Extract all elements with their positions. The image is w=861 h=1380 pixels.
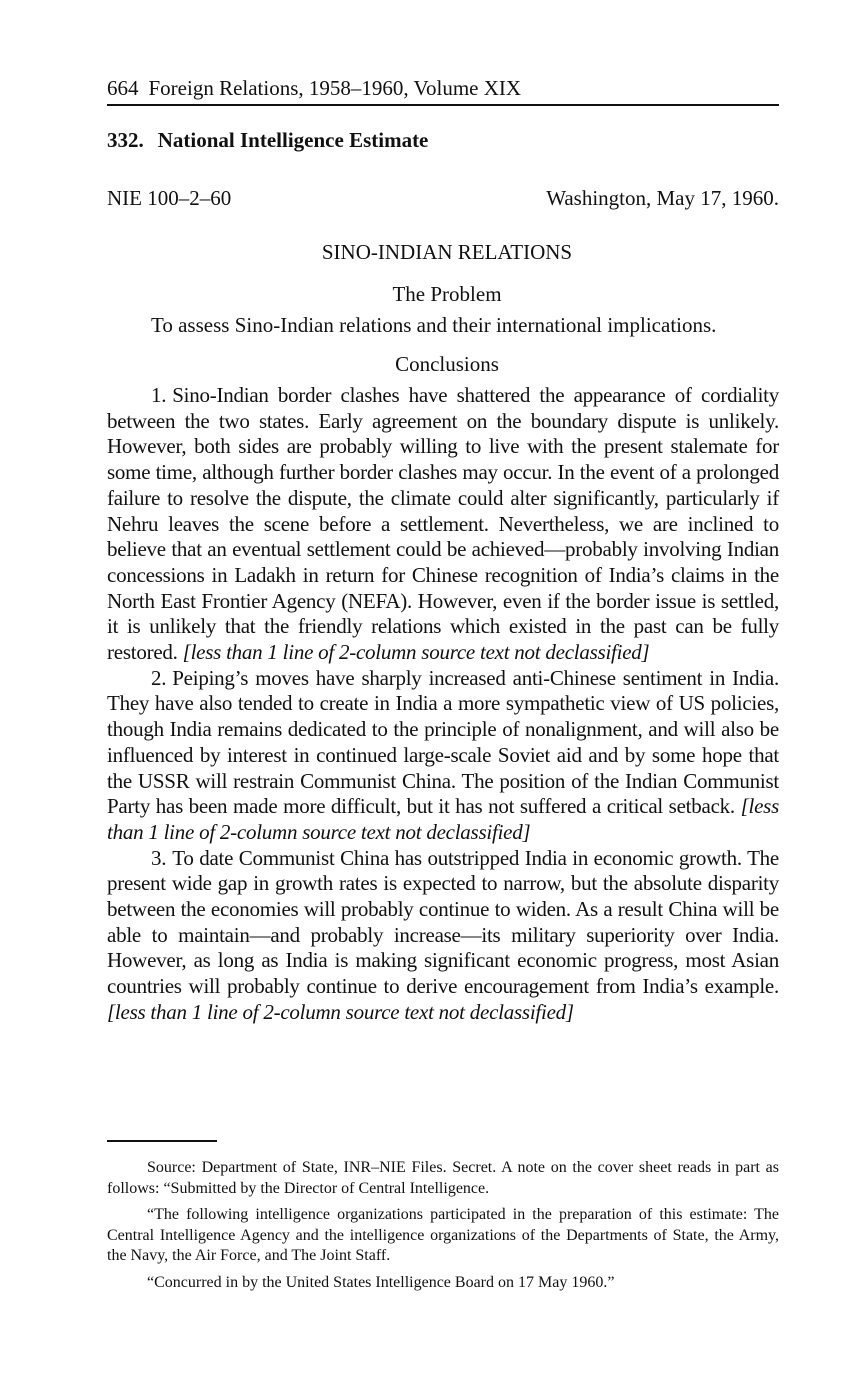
footnote-participants: “The following intelligence organizations participated in the preparation of this estimate: The Central Intelligence Agency and the intelligence organizations of the Departments of State, the Army, the Navy, the Air Force, and The Joint Staff.: [107, 1206, 779, 1264]
footnote-rule: [107, 1140, 217, 1142]
place-date: Washington, May 17, 1960.: [546, 186, 779, 210]
running-head: [107, 74, 779, 106]
footnotes: [107, 1158, 779, 1299]
declassification-note: [less than 1 line of 2-column source text not declassified]: [182, 640, 650, 665]
problem-heading: The Problem: [392, 282, 502, 306]
document-title: National Intelligence Estimate: [157, 128, 429, 152]
conclusions-heading: Conclusions: [395, 352, 499, 376]
document-number: 332.: [107, 128, 144, 152]
paragraph-text: Sino-Indian border clashes have shattered the appearance of cordiality between the two states. Early agreement on the boundary dispute is unlikely. However, both sides are probably willing to live with the present stalemate for some time, although further border clashes may occur. In the event of a prolonged failure to resolve the dispute, the climate could alter significantly, particularly if Nehru leaves the scene before a settlement. Nevertheless, we are inclined to believe that an eventual settlement could be achieved—probably involving Indian concessions in Ladakh in return for Chinese recognition of India’s claims in the North East Frontier Agency (NEFA). However, even if the border issue is settled, it is unlikely that the friendly relations which existed in the past can be fully restored.: [107, 383, 779, 665]
footnote-source: Source: Department of State, INR–NIE Files. Secret. A note on the cover sheet reads in part as follows: “Submitted by the Director of Central Intelligence.: [107, 1159, 779, 1197]
declassification-note: [less than 1 line of 2-column source text not declassified]: [107, 794, 779, 844]
volume-title: Foreign Relations, 1958–1960, Volume XIX: [148, 76, 522, 100]
paragraph-number: 3.: [151, 845, 167, 870]
declassification-note: [less than 1 line of 2-column source text not declassified]: [107, 999, 574, 1024]
page-number: 664: [107, 76, 139, 100]
footnote-concurrence: “Concurred in by the United States Intelligence Board on 17 May 1960.”: [147, 1273, 615, 1291]
paragraph-number: 1.: [151, 383, 167, 407]
conclusion-paragraph-2: [107, 666, 779, 846]
conclusion-paragraph-3: [107, 846, 779, 1026]
problem-text: To assess Sino-Indian relations and their international implications.: [151, 313, 717, 337]
paragraph-text: Peiping’s moves have sharply increased anti-Chinese sentiment in India. They have also tended to create in India a more sympathetic view of US policies, though India remains dedicated to the principle of nonalignment, and will also be influenced by interest in continued large-scale Soviet aid and by some hope that the USSR will restrain Communist China. The position of the Indian Communist Party has been made more difficult, but it has not suffered a critical setback.: [107, 665, 779, 819]
paragraph-text: To date Communist China has outstripped India in economic growth. The present wide gap in growth rates is expected to narrow, but the absolute disparity between the economies will probably continue to widen. As a result China will be able to maintain—and probably increase—its military superiority over India. However, as long as India is making significant economic progress, most Asian countries will probably continue to derive encouragement from India’s example.: [107, 845, 779, 999]
conclusion-paragraph-1: [107, 383, 779, 666]
document-heading: [107, 128, 428, 153]
paragraph-number: 2.: [151, 665, 167, 690]
document-identifier: NIE 100–2–60: [107, 186, 232, 210]
subject-heading: SINO-INDIAN RELATIONS: [321, 240, 573, 264]
conclusions-body: [107, 383, 779, 1026]
